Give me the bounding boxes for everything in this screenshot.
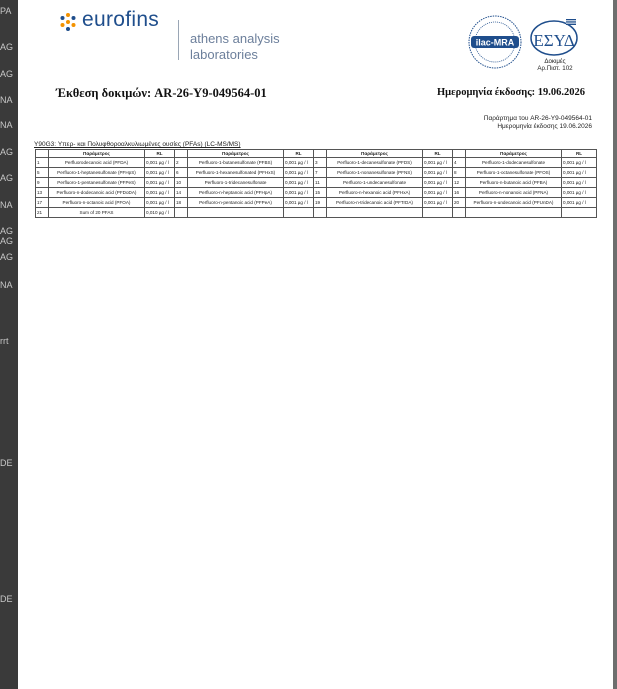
table-cell: 1 [36,158,49,168]
left-strip-label: AG [0,252,14,262]
table-cell: 0,001 µg / l [145,198,175,208]
table-cell: Perfluoro-1-octanesulfonate (PFOS) [466,168,562,178]
table-cell: 0,001 µg / l [423,178,453,188]
table-cell: 19 [314,198,327,208]
table-cell: 20 [453,198,466,208]
table-cell [314,208,327,218]
table-cell: 10 [175,178,188,188]
table-cell: Perfluoro-n-octanoic acid (PFOA) [49,198,145,208]
esyd-text: ΕΣΥΔ [533,31,575,50]
pfas-results-table [35,149,597,218]
table-cell: Perfluoro-n-undecanoic acid (PFUnDA) [466,198,562,208]
table-cell: Perfluorodecanoic acid (PFDA) [49,158,145,168]
table-cell [327,208,423,218]
table-cell: 17 [36,198,49,208]
table-cell: Perfluoro-n-nonanoic acid (PFNA) [466,188,562,198]
table-cell: 13 [36,188,49,198]
table-cell: Perfluoro-n-heptanoic acid (PFHpA) [188,188,284,198]
table-cell: Perfluoro-1-butanesulfonate (PFBS) [188,158,284,168]
table-caption: Y90G3: Υπερ- και Πολυφθοροαλκυλιωμένες ουσίες (PFAs) (LC-MS/MS) [34,141,241,148]
left-strip-label: AG [0,69,14,79]
lab-name-line1: athens analysis [190,31,280,46]
table-cell: 8 [453,168,466,178]
table-row [36,158,597,168]
table-cell: Perfluoro-1-hexanesulfonated (PFHxS) [188,168,284,178]
table-cell [466,208,562,218]
table-cell: Perfluoro-1-tridecanesulfonate [188,178,284,188]
table-cell: 0,001 µg / l [145,158,175,168]
table-row [36,178,597,188]
ilac-mra-logo [467,14,523,70]
left-strip-label: AG [0,42,14,52]
left-strip-label: NA [0,120,13,130]
table-cell: Perfluoro-1-heptanesulfonate (PFHpS) [49,168,145,178]
table-header-row [36,150,597,158]
esyd-logo [529,17,579,57]
header-cell: RL [562,150,597,158]
viewer-left-panel [0,0,18,689]
report-title: Έκθεση δοκιμών: AR-26-Y9-049564-01 [56,86,267,100]
table-cell: 0,001 µg / l [145,168,175,178]
table-cell: 12 [453,178,466,188]
header-cell [453,150,466,158]
table-cell: 3 [314,158,327,168]
table-cell: Perfluoro-n-dodecanoic acid (PFDoDA) [49,188,145,198]
header-cell: RL [423,150,453,158]
header-cell: Παράμετρος [466,150,562,158]
header-cell: Παράμετρος [188,150,284,158]
table-cell: 0,001 µg / l [284,178,314,188]
table-cell [453,208,466,218]
appendix-line2: Ημερομηνία έκδοσης 19.06.2026 [497,123,592,130]
table-cell: 5 [36,168,49,178]
table-cell: Perfluoro-1-nonanesulfonate (PFNS) [327,168,423,178]
appendix-info [484,115,592,131]
table-row [36,208,597,218]
table-cell: 11 [314,178,327,188]
table-cell: 9 [36,178,49,188]
table-cell: 0,001 µg / l [562,198,597,208]
table-cell: Perfluoro-1-decanesulfonate (PFDS) [327,158,423,168]
left-strip-label: AG [0,226,14,236]
table-row [36,188,597,198]
table-cell: Perfluoro-1-pentanesulfonate (PFPeS) [49,178,145,188]
header-divider [178,20,179,60]
table-cell: 15 [314,188,327,198]
header-cell: Παράμετρος [49,150,145,158]
header-cell [175,150,188,158]
left-strip-label: DE [0,458,13,468]
header-cell [314,150,327,158]
left-strip-label: NA [0,95,13,105]
left-strip-label: PA [0,6,12,16]
esyd-line1: Δοκιμές [544,58,566,65]
header-cell: RL [145,150,175,158]
table-cell: 0,001 µg / l [284,188,314,198]
table-cell: Perfluoro-n-hexanoic acid (PFHxA) [327,188,423,198]
ilac-text: ilac-MRA [475,37,515,48]
viewer-right-edge [613,0,617,689]
issue-date: Ημερομηνία έκδοσης: 19.06.2026 [436,87,585,98]
left-strip-label: AG [0,147,14,157]
table-cell: Perfluoro-n-pentanoic acid (PFPeA) [188,198,284,208]
table-cell: 0,001 µg / l [562,178,597,188]
table-cell: 0,001 µg / l [562,188,597,198]
table-cell: 0,001 µg / l [423,168,453,178]
table-cell: 0,001 µg / l [145,178,175,188]
table-cell [423,208,453,218]
table-cell: 0,001 µg / l [145,188,175,198]
table-cell: 4 [453,158,466,168]
table-cell: Perfluoro-n-tridecanoic acid (PFTrDA) [327,198,423,208]
header-cell [36,150,49,158]
table-cell: 21 [36,208,49,218]
table-cell: 16 [453,188,466,198]
header-cell: RL [284,150,314,158]
document-page [18,0,613,689]
lab-name [190,31,280,63]
table-cell: 0,001 µg / l [562,168,597,178]
table-row [36,168,597,178]
table-row [36,198,597,208]
table-cell: 0,001 µg / l [284,198,314,208]
table-cell: 0,001 µg / l [284,168,314,178]
table-cell: Sum of 20 PFAS [49,208,145,218]
lab-name-line2: laboratories [190,47,258,62]
table-cell: Perfluoro-n-butanoic acid (PFBA) [466,178,562,188]
table-cell: 6 [175,168,188,178]
left-strip-label: NA [0,200,13,210]
left-strip-label: AG [0,236,14,246]
left-strip-label: DE [0,594,13,604]
table-cell: 0,001 µg / l [562,158,597,168]
left-strip-label: rrt [0,336,9,346]
table-cell [175,208,188,218]
table-cell: 2 [175,158,188,168]
table-cell: Perfluoro-1-undecanesulfonate [327,178,423,188]
table-cell: 14 [175,188,188,198]
table-cell [284,208,314,218]
header-cell: Παράμετρος [327,150,423,158]
table-cell: Perfluoro-1-dodecanesulfonate [466,158,562,168]
table-cell: 0,001 µg / l [284,158,314,168]
table-cell: 0,010 µg / l [145,208,175,218]
table-cell [188,208,284,218]
table-cell: 18 [175,198,188,208]
esyd-accreditation [526,58,584,72]
table-cell: 0,001 µg / l [423,158,453,168]
company-name: eurofins [82,8,160,31]
appendix-line1: Παράρτημα του AR-26-Y9-049564-01 [483,115,592,122]
eurofins-dots-icon [58,12,78,32]
table-cell: 0,001 µg / l [423,198,453,208]
table-cell: 7 [314,168,327,178]
left-strip-label: NA [0,280,13,290]
esyd-line2: Αρ.Πιστ. 102 [537,65,573,72]
table-cell: 0,001 µg / l [423,188,453,198]
table-cell [562,208,597,218]
left-strip-label: AG [0,173,14,183]
